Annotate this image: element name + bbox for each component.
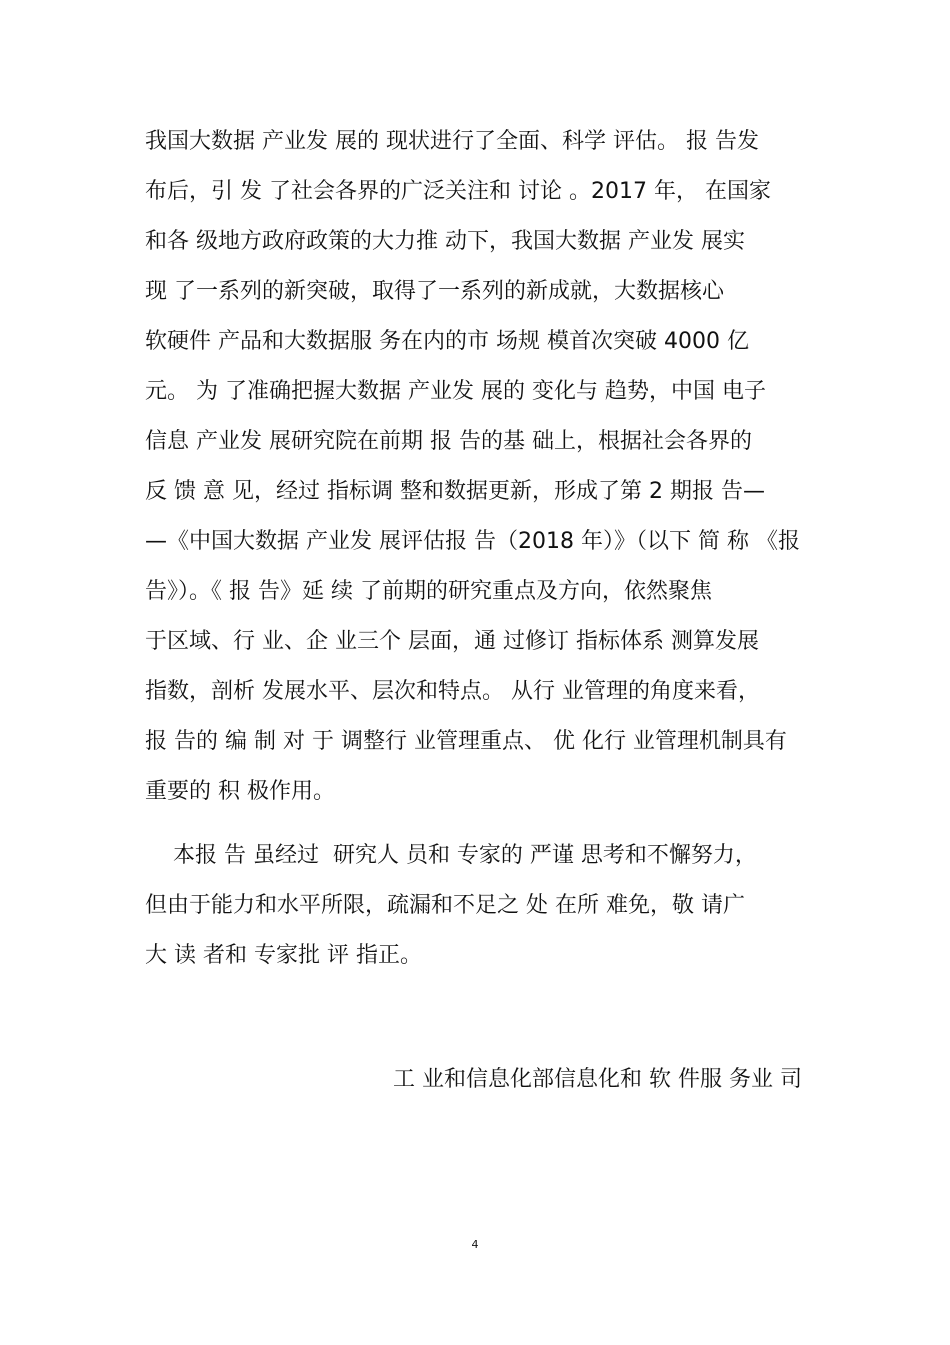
paragraph-1-line-1: 我国大数据 产业发 展的 现状进行了全面、科学 评估。 报 告发 [145, 129, 759, 154]
paragraph-1-line-3: 和各 级地方政府政策的大力推 动下，我国大数据 产业发 展实 [145, 229, 745, 254]
page-number: 4 [471, 1238, 479, 1251]
paragraph-1-line-9: —《中国大数据 产业发 展评估报 告（2018 年）》（以下 简 称 《报 [145, 529, 800, 554]
paragraph-1-line-10: 告》）。《 报 告》延 续 了前期的研究重点及方向，依然聚焦 [145, 579, 712, 604]
paragraph-1-line-7: 信息 产业发 展研究院在前期 报 告的基 础上，根据社会各界的 [145, 429, 752, 454]
paragraph-2-line-2: 但由于能力和水平所限，疏漏和不足之 处 在所 难免，敬 请广 [145, 893, 745, 918]
signature-department: 工 业和信息化部信息化和 软 件服 务业 司 [393, 1067, 802, 1092]
paragraph-1-line-11: 于区域、行 业、企 业三个 层面，通 过修订 指标体系 测算发展 [145, 629, 759, 654]
paragraph-1-line-4: 现 了一系列的新突破，取得了一系列的新成就，大数据核心 [145, 279, 724, 304]
paragraph-1-line-6: 元。 为 了准确把握大数据 产业发 展的 变化与 趋势，中国 电子 [145, 379, 766, 404]
paragraph-2-line-1: 本报 告 虽经过 研究人 员和 专家的 严谨 思考和不懈努力， [145, 843, 757, 868]
paragraph-1-line-13: 报 告的 编 制 对 于 调整行 业管理重点、 优 化行 业管理机制具有 [145, 729, 787, 754]
paragraph-2-line-3: 大 读 者和 专家批 评 指正。 [145, 943, 422, 968]
paragraph-1-line-2: 布后，引 发 了社会各界的广泛关注和 讨论 。2017 年， 在国家 [145, 179, 771, 204]
paragraph-1-line-12: 指数，剖析 发展水平、层次和特点。 从行 业管理的角度来看， [145, 679, 760, 704]
paragraph-1-line-5: 软硬件 产品和大数据服 务在内的市 场规 模首次突破 4000 亿 [145, 329, 749, 354]
paragraph-1-line-14: 重要的 积 极作用。 [145, 779, 335, 804]
paragraph-1-line-8: 反 馈 意 见，经过 指标调 整和数据更新，形成了第 2 期报 告— [145, 479, 765, 504]
